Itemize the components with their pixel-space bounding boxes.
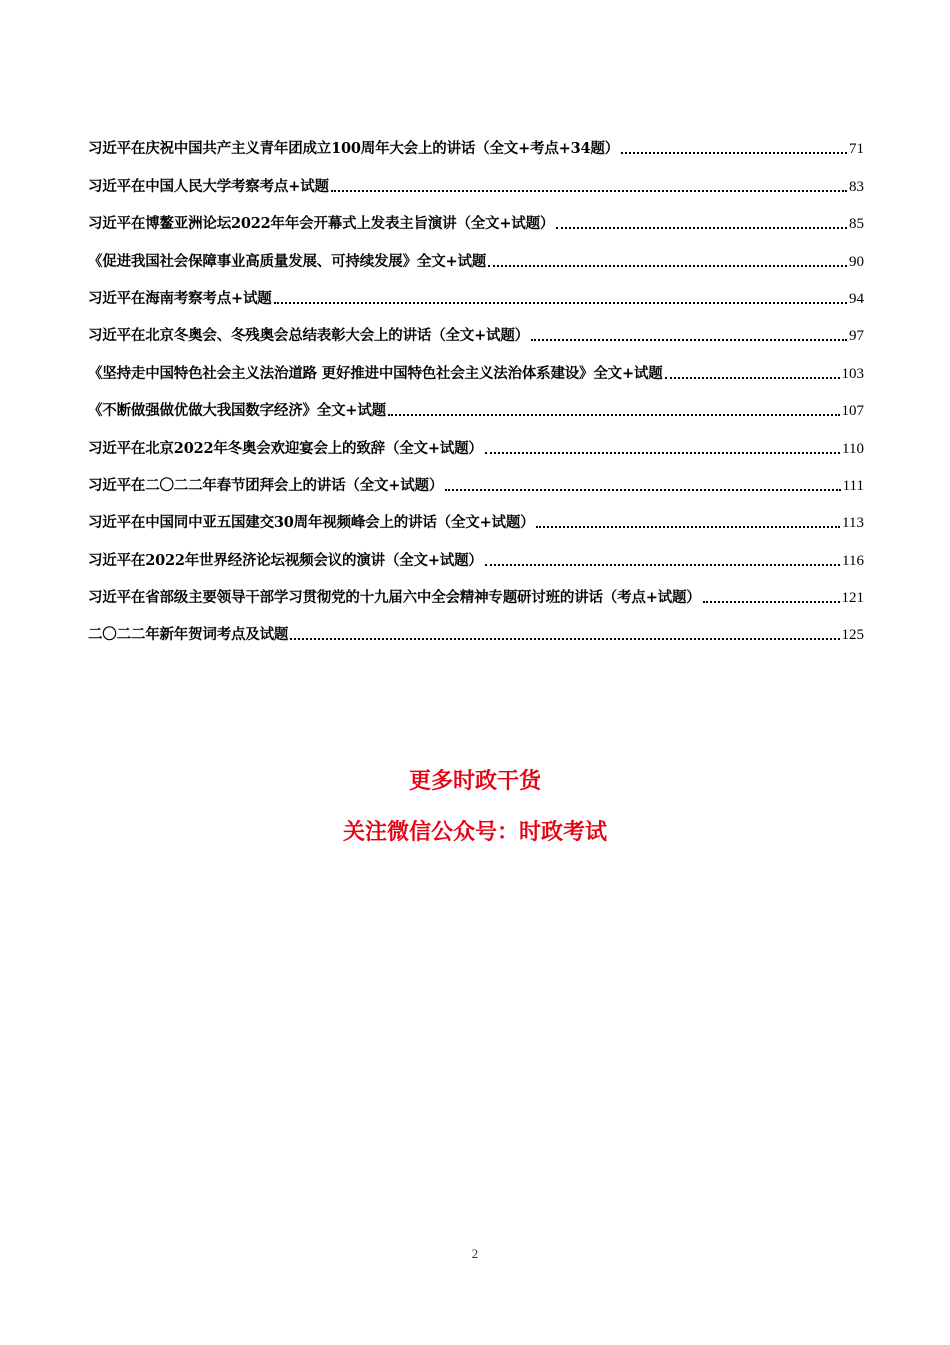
- toc-dot-leader: [488, 265, 847, 267]
- toc-dot-leader: [665, 377, 840, 379]
- toc-entry[interactable]: [88, 272, 864, 309]
- toc-entry-title: 习近平在省部级主要领导干部学习贯彻党的十九届六中全会精神专题研讨班的讲话（考点+试题）: [88, 589, 701, 607]
- toc-entry[interactable]: [88, 533, 864, 570]
- toc-dot-leader: [485, 452, 840, 454]
- toc-dot-leader: [536, 526, 840, 528]
- toc-entry[interactable]: [88, 571, 864, 608]
- toc-entry[interactable]: [88, 197, 864, 234]
- toc-dot-leader: [485, 564, 840, 566]
- toc-entry-title: 《坚持走中国特色社会主义法治道路 更好推进中国特色社会主义法治体系建设》全文+试题: [88, 364, 663, 382]
- toc-entry[interactable]: [88, 159, 864, 196]
- toc-entry[interactable]: [88, 309, 864, 346]
- promo-headline: 更多时政干货: [408, 769, 541, 794]
- toc-entry-page: 107: [841, 403, 864, 420]
- toc-entry-page: 125: [841, 627, 864, 644]
- toc-entry-title: 习近平在二〇二二年春节团拜会上的讲话（全文+试题）: [88, 476, 444, 494]
- toc-dot-leader: [703, 601, 840, 603]
- toc-entry-page: 113: [842, 515, 864, 532]
- toc-entry-page: 85: [849, 216, 864, 233]
- toc-entry-title: 习近平在中国同中亚五国建交30周年视频峰会上的讲话（全文+试题）: [88, 514, 535, 532]
- toc-entry-title: 习近平在北京冬奥会、冬残奥会总结表彰大会上的讲话（全文+试题）: [88, 327, 529, 345]
- toc-entry-page: 121: [841, 590, 864, 607]
- toc-entry[interactable]: [88, 421, 864, 458]
- toc-dot-leader: [388, 414, 840, 416]
- toc-entry-page: 90: [849, 253, 864, 270]
- toc-entry[interactable]: [88, 459, 864, 496]
- toc-entry-page: 110: [842, 440, 864, 457]
- toc-entry-title: 习近平在中国人民大学考察考点+试题: [88, 177, 329, 195]
- toc-dot-leader: [331, 190, 847, 192]
- toc-entry[interactable]: [88, 122, 864, 159]
- toc-entry-title: 《促进我国社会保障事业高质量发展、可持续发展》全文+试题: [88, 252, 487, 270]
- toc-entry-title: 习近平在北京2022年冬奥会欢迎宴会上的致辞（全文+试题）: [88, 439, 483, 457]
- page-number: 2: [471, 1246, 479, 1261]
- toc-entry-title: 习近平在2022年世界经济论坛视频会议的演讲（全文+试题）: [88, 551, 483, 569]
- toc-entry-title: 《不断做强做优做大我国数字经济》全文+试题: [88, 402, 386, 420]
- toc-entry-title: 习近平在海南考察考点+试题: [88, 289, 272, 307]
- toc-entry-page: 116: [842, 552, 864, 569]
- toc-entry-title: 习近平在博鳌亚洲论坛2022年年会开幕式上发表主旨演讲（全文+试题）: [88, 215, 555, 233]
- toc-entry[interactable]: [88, 608, 864, 645]
- toc-entry-page: 111: [842, 477, 864, 494]
- toc-entry-page: 97: [849, 328, 864, 345]
- toc-dot-leader: [621, 152, 847, 154]
- promo-wechat-account: 关注微信公众号：时政考试: [342, 820, 607, 845]
- toc-entry-title: 习近平在庆祝中国共产主义青年团成立100周年大会上的讲话（全文+考点+34题）: [88, 140, 619, 158]
- toc-entry-page: 71: [849, 141, 864, 158]
- toc-entry-page: 94: [849, 290, 864, 307]
- toc-entry-page: 83: [849, 178, 864, 195]
- toc-dot-leader: [556, 227, 847, 229]
- toc-dot-leader: [290, 638, 839, 640]
- toc-dot-leader: [445, 489, 840, 491]
- toc-dot-leader: [274, 302, 847, 304]
- toc-entry[interactable]: [88, 384, 864, 421]
- toc-entry-page: 103: [841, 365, 864, 382]
- toc-dot-leader: [531, 339, 847, 341]
- toc-entry[interactable]: [88, 234, 864, 271]
- toc-entry[interactable]: [88, 496, 864, 533]
- toc-entry-title: 二〇二二年新年贺词考点及试题: [88, 626, 289, 644]
- table-of-contents: [88, 122, 864, 645]
- toc-entry[interactable]: [88, 346, 864, 383]
